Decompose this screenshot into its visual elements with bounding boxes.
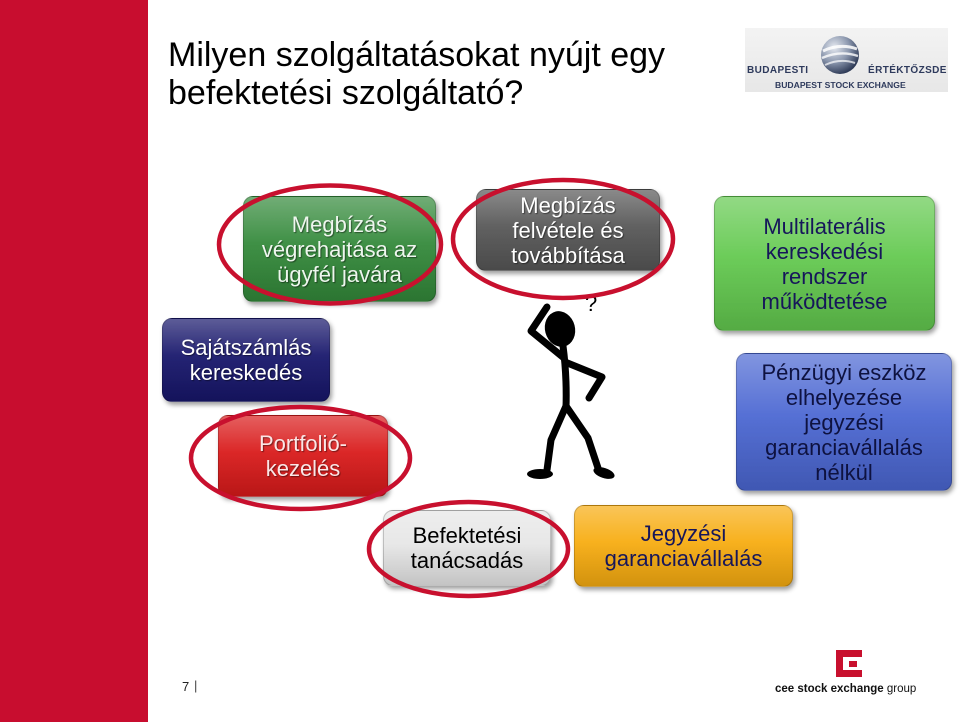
- figure-left-shoe: [527, 469, 553, 479]
- question-mark: ?: [585, 291, 598, 316]
- slide-title-line: Milyen szolgáltatásokat nyújt egy: [168, 36, 666, 74]
- service-label-line: Portfolió-: [258, 431, 348, 456]
- confused-person-icon: [505, 282, 620, 484]
- service-label-line: továbbítása: [511, 242, 625, 268]
- service-label-line: Pénzügyi eszköz: [761, 359, 927, 385]
- service-label-line: jegyzési: [804, 409, 884, 435]
- figure-hip-arm: [565, 362, 602, 398]
- page-separator: |: [194, 678, 198, 693]
- service-label-line: nélkül: [815, 459, 873, 485]
- service-box-mtf-operation: [714, 196, 935, 331]
- service-label-line: rendszer: [781, 263, 868, 289]
- bse-logo-right-word: ÉRTÉKTŐZSDE: [868, 65, 947, 76]
- service-box-underwriting: [574, 505, 793, 587]
- service-label-line: kezelés: [265, 456, 341, 481]
- bse-logo-left-word: BUDAPESTI: [747, 65, 809, 76]
- service-box-order-execution: [243, 196, 436, 302]
- service-label-line: garanciavállalás: [604, 546, 763, 571]
- bse-logo-subtitle: BUDAPEST STOCK EXCHANGE: [775, 80, 906, 90]
- service-box-own-account-trading: [162, 318, 330, 402]
- service-label-line: kereskedés: [189, 360, 303, 385]
- service-label-line: végrehajtása az: [261, 236, 418, 262]
- cee-logo-light-text: group: [886, 683, 917, 695]
- service-label-line: működtetése: [761, 288, 888, 314]
- cee-square-icon: [836, 650, 862, 677]
- service-label-line: Befektetési: [412, 523, 522, 548]
- service-box-investment-advice: [383, 510, 551, 586]
- cee-logo-bold-text: cee stock exchange: [775, 683, 884, 695]
- page-number: 7: [182, 679, 190, 694]
- bse-sphere-icon: [819, 34, 861, 76]
- service-label-line: Megbízás: [291, 211, 388, 237]
- figure-left-leg: [547, 406, 566, 470]
- service-box-order-reception: [476, 189, 660, 271]
- service-label-line: garanciavállalás: [765, 434, 923, 460]
- service-label-line: Multilaterális: [763, 213, 886, 239]
- service-label-line: elhelyezése: [785, 384, 903, 410]
- red-sidebar: [0, 0, 148, 722]
- service-box-portfolio-management: [218, 415, 388, 497]
- service-label-line: Sajátszámlás: [180, 335, 312, 360]
- service-box-placing: [736, 353, 952, 491]
- service-label-line: Megbízás: [520, 192, 616, 218]
- service-label-line: felvétele és: [512, 217, 624, 243]
- slide-title: [168, 36, 665, 112]
- slide-title-line: befektetési szolgáltató?: [168, 74, 524, 112]
- service-label-line: tanácsadás: [410, 548, 524, 573]
- service-label-line: kereskedési: [765, 238, 884, 264]
- cee-logo-text: [775, 683, 916, 695]
- service-label-line: Jegyzési: [640, 521, 727, 546]
- figure-right-leg: [566, 406, 598, 468]
- service-label-line: ügyfél javára: [277, 261, 402, 287]
